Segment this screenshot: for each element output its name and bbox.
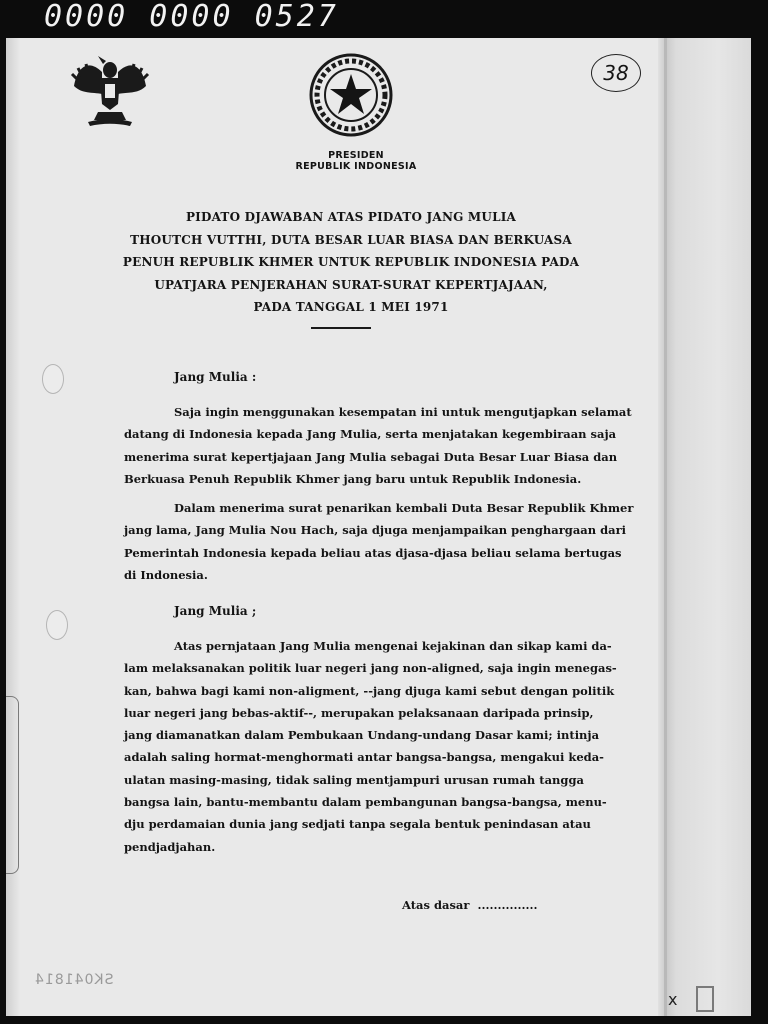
paragraph-line: datang di Indonesia kepada Jang Mulia, serta menjatakan kegembiraan saja (124, 427, 617, 442)
page-crease (664, 38, 667, 1016)
letterhead (276, 150, 436, 172)
paragraph-line: Dalam menerima surat penarikan kembali Duta Besar Republik Khmer (174, 501, 634, 515)
letterhead-subtitle: REPUBLIK INDONESIA (295, 161, 417, 172)
page-right-fold (658, 38, 751, 1016)
paragraph-line: dju perdamaian dunia jang sedjati tanpa segala bentuk penindasan atau (124, 817, 591, 832)
binder-clip (6, 696, 19, 874)
presidential-seal-icon (308, 52, 394, 138)
paragraph-welcome (124, 401, 636, 490)
punch-hole (46, 610, 68, 640)
paragraph-line: pendjadjahan. (124, 839, 216, 854)
title-line: PADA TANGGAL 1 MEI 1971 (253, 300, 449, 314)
paragraph-line: Pemerintah Indonesia kepada beliau atas djasa-djasa beliau selama bertugas (124, 545, 622, 560)
garuda-emblem-icon (68, 50, 152, 130)
archive-stamp: SK041814 (34, 972, 114, 988)
letterhead-title: PRESIDEN (328, 150, 384, 161)
corner-box (696, 986, 714, 1012)
document-page (6, 38, 751, 1016)
paragraph-line: bangsa lain, bantu-membantu dalam pembangunan bangsa-bangsa, menu- (124, 795, 607, 810)
paragraph-non-aligned (124, 635, 636, 858)
punch-hole (42, 364, 64, 394)
paragraph-line: di Indonesia. (124, 567, 208, 582)
paragraph-line: jang lama, Jang Mulia Nou Hach, saja djuga menjampaikan penghargaan dari (124, 523, 627, 538)
title-divider (311, 327, 371, 329)
corner-mark: x (668, 990, 678, 1009)
title-line: PENUH REPUBLIK KHMER UNTUK REPUBLIK INDONESIA PADA (122, 255, 580, 269)
paragraph-line: Atas pernjataan Jang Mulia mengenai kejakinan dan sikap kami da- (174, 639, 612, 653)
paragraph-line: Berkuasa Penuh Republik Khmer jang baru untuk Republik Indonesia. (124, 471, 582, 486)
paragraph-line: menerima surat kepertjajaan Jang Mulia sebagai Duta Besar Luar Biasa dan (124, 449, 618, 464)
title-line: UPATJARA PENJERAHAN SURAT-SURAT KEPERTJAJAAN, (154, 277, 548, 292)
paragraph-recall (124, 497, 636, 586)
page-number-annotation: 38 (591, 54, 641, 92)
salutation: Jang Mulia ; (174, 604, 257, 618)
salutation: Jang Mulia : (174, 370, 257, 384)
paragraph-line: adalah saling hormat-menghormati antar bangsa-bangsa, mengakui keda- (124, 750, 604, 765)
paragraph-line: ulatan masing-masing, tidak saling mentjampuri urusan rumah tangga (124, 772, 584, 787)
continuation-text: Atas dasar ............... (402, 898, 538, 912)
paragraph-line: kan, bahwa bagi kami non-aligment, --jang djuga kami sebut dengan politik (124, 683, 615, 698)
paragraph-line: luar negeri jang bebas-aktif--, merupakan pelaksanaan daripada prinsip, (124, 705, 594, 720)
paragraph-line: Saja ingin menggunakan kesempatan ini untuk mengutjapkan selamat (174, 405, 632, 419)
speech-title (116, 206, 586, 319)
paragraph-line: lam melaksanakan politik luar negeri jang non-aligned, saja ingin menegas- (124, 661, 617, 676)
title-line: THOUTCH VUTTHI, DUTA BESAR LUAR BIASA DAN BERKUASA (130, 232, 572, 247)
title-line: PIDATO DJAWABAN ATAS PIDATO JANG MULIA (185, 210, 517, 224)
paragraph-line: jang diamanatkan dalam Pembukaan Undang-undang Dasar kami; intinja (124, 728, 600, 743)
film-frame-counter: 0000 0000 0527 (44, 0, 339, 34)
